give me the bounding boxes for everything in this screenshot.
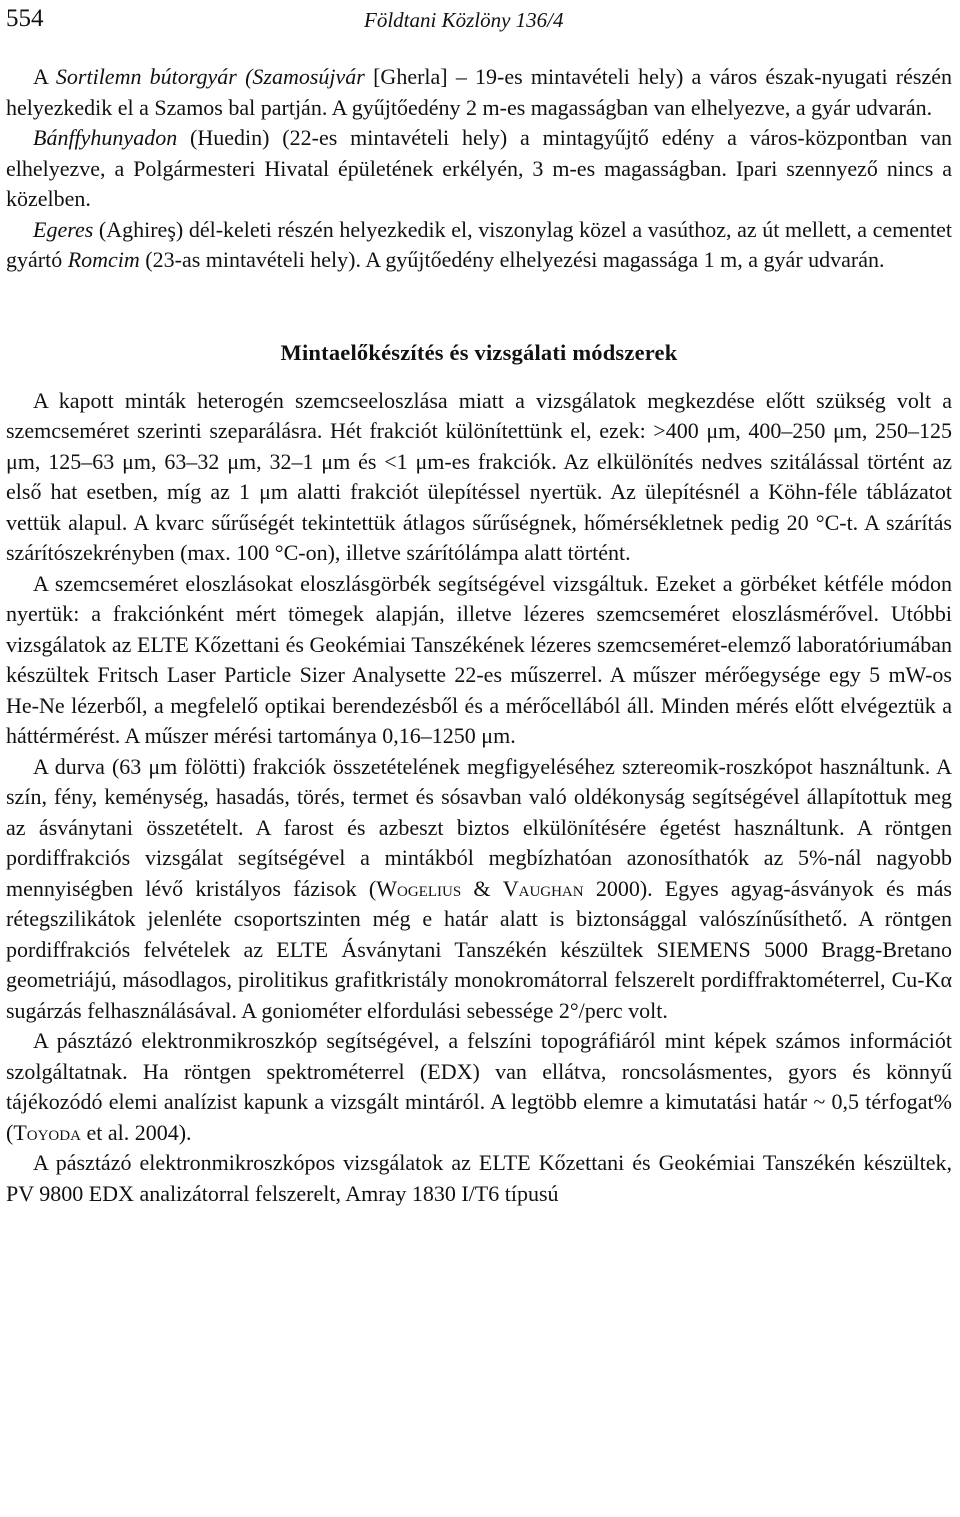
text-run: A pásztázó elektronmikroszkóp segítségével, a felszíni topográfiáról mint képek számos információt szolgáltatnak. Ha röntgen spektrométerrel (EDX) van ellátva, roncsolásmentes, gyors és könnyű tájékozódó elemi analízist kapunk a vizsgált mintáról. A legtöbb elemre a kimutatási határ ~ 0,5 térfogat% (	[6, 1028, 952, 1145]
text-run: (23-as mintavételi hely). A gyűjtőedény elhelyezési magassága 1 m, a gyár udvarán.	[139, 247, 885, 272]
text-run: &	[461, 875, 503, 901]
page-header	[6, 4, 956, 36]
paragraph-site-egeres	[6, 215, 952, 276]
text-run: A	[33, 64, 56, 89]
section-spacer	[6, 276, 952, 338]
paragraph-sample-preparation	[6, 386, 952, 569]
text-run: 2000). Egyes agyag-ásványok és más rétegszilikátok jelenléte csoportszinten még e határ alatt is biztonsággal valószínűsíthető. A röntgen pordiffrakciós felvételek az ELTE Ásványtani Tanszékén készültek SIEMENS 5000 Bragg-Bretano geometriájú, másodlagos, pirolitikus grafitkristály monokromátorral felszerelt pordiffraktométerrel, Cu-Kα sugárzás felhasználásával. A goniométer elfordulási sebessége 2°/perc volt.	[6, 875, 952, 1023]
italic-place-name: Egeres	[33, 216, 94, 242]
page-number: 554	[6, 5, 44, 32]
citation-author: Vaughan	[502, 875, 584, 901]
running-head: Földtani Közlöny 136/4	[364, 8, 564, 32]
citation-author: Wogelius	[376, 875, 462, 901]
page-body	[6, 62, 952, 1209]
paragraph-grain-size	[6, 569, 952, 752]
paragraph-mineralogy	[6, 752, 952, 1027]
paragraph-sem-edx	[6, 1026, 952, 1148]
paragraph-site-banffyhunyad	[6, 123, 952, 215]
text-run: A kapott minták heterogén szemcseeloszlása miatt a vizsgálatok megkezdése előtt szükség volt a szemcseméret szerinti szeparálásra. Hét frakciót különítettünk el, ezek: >400 μm, 400–250 μm, 250–125 μm, 125–63 μm, 63–32 μm, 32–1 μm és <1 μm-es frakciók. Az elkülönítés nedves szitálással történt az első hat esetben, míg az 1 μm alatti frakciót ülepítéssel nyertük. Az ülepítésnél a Köhn-féle táblázatot vettük alapul. A kvarc sűrűségét tekintettük átlagos sűrűségnek, hőmérsékletnek pedig 20 °C-t. A szárítás szárítószekrényben (max. 100 °C-on), illetve szárítólámpa alatt történt.	[6, 387, 952, 565]
citation-author: Toyoda	[13, 1119, 81, 1145]
text-run: (Huedin) (22-es mintavételi hely) a mintagyűjtő edény a város-központban van elhelyezve, a Polgármesteri Hivatal épületének erkélyén, 3 m-es magasságban. Ipari szennyező nincs a közelben.	[6, 125, 952, 211]
italic-place-name: Bánffyhunyadon	[33, 125, 178, 150]
text-run: A szemcseméret eloszlásokat eloszlásgörbék segítségével vizsgáltuk. Ezeket a görbéket kétféle módon nyertük: a frakciónként mért tömegek alapján, illetve lézeres szemcseméret eloszlásmérővel. Utóbbi vizsgálatok az ELTE Kőzettani és Geokémiai Tanszékének lézeres szemcseméret-elemző laboratóriumában készültek Fritsch Laser Particle Sizer Analysette 22-es műszerrel. A műszer mérőegysége egy 5 mW-os He-Ne lézerből, a megfelelő optikai berendezésből és a mérőcellából áll. Minden mérés előtt elvégeztük a háttérmérést. A műszer mérési tartománya 0,16–1250 μm.	[6, 570, 952, 748]
section-heading: Mintaelőkészítés és vizsgálati módszerek	[280, 339, 678, 365]
italic-place-name: Sortilemn bútorgyár (Szamosújvár	[55, 64, 365, 89]
text-run: et al. 2004).	[80, 1119, 192, 1145]
italic-company-name: Romcim	[67, 247, 140, 272]
paragraph-site-sortilemn	[6, 62, 952, 123]
text-run: A durva (63 μm fölötti) frakciók összetételének megfigyeléséhez sztereomik-roszkópot használtunk. A szín, fény, keménység, hasadás, törés, termet és sósavban való oldékonyság segítségével állapítottuk meg az ásványtani összetételt. A farost és azbeszt biztos elkülönítésére égetést használtunk. A röntgen pordiffrakciós vizsgálat segítségével a mintákból megbízhatóan azonosíthatók az 5%-nál nagyobb mennyiségben lévő kristályos fázisok (	[6, 753, 952, 901]
text-run: A pásztázó elektronmikroszkópos vizsgálatok az ELTE Kőzettani és Geokémiai Tanszékén készültek, PV 9800 EDX analizátorral felszerelt, Amray 1830 I/T6 típusú	[6, 1150, 952, 1206]
text-run: [Gherla] – 19-es mintavételi hely) a város észak-nyugati részén helyezkedik el a Szamos bal partján. A gyűjtőedény 2 m-es magasságban van elhelyezve, a gyár udvarán.	[6, 64, 952, 120]
paragraph-sem-lab	[6, 1148, 952, 1209]
text-run: (Aghireş) dél-keleti részén helyezkedik el, viszonylag közel a vasúthoz, az út mellett, a cementet gyártó	[6, 216, 952, 272]
